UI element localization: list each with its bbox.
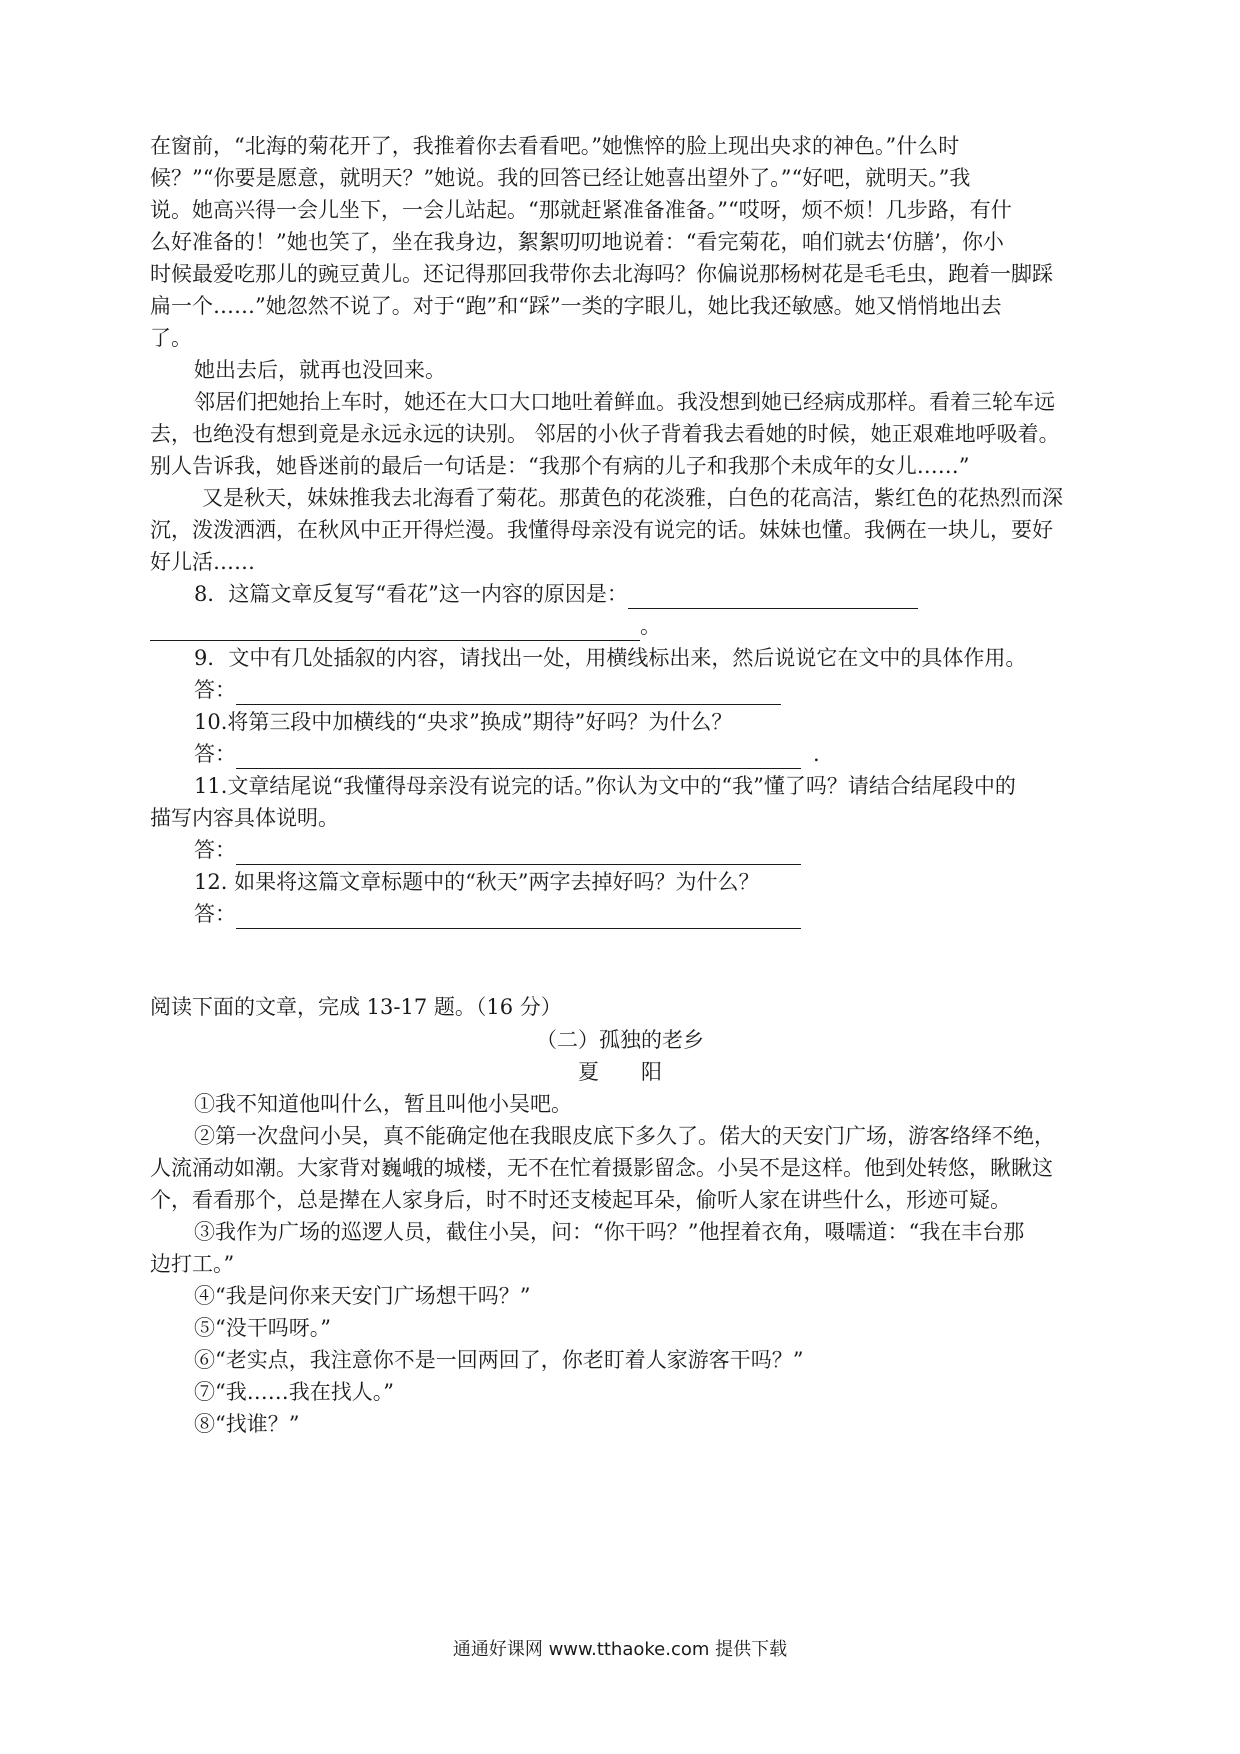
answer-line [194,675,1100,705]
question-8-continuation [150,611,1100,641]
answer-label: 答： [194,678,236,702]
article-paragraph: ⑥“老实点，我注意你不是一回两回了，你老盯着人家游客干吗？” [194,1348,804,1372]
section-intro: 阅读下面的文章，完成 13-17 题。（16 分） [150,995,562,1019]
answer-blank[interactable] [236,682,781,705]
page-footer: 通通好课网 www.tthaoke.com 提供下载 [452,1639,788,1660]
article-paragraph: ①我不知道他叫什么，暂且叫他小吴吧。 [194,1092,572,1116]
passage-line: 候？”“你要是愿意，就明天？”她说。我的回答已经让她喜出望外了。”“好吧，就明天。”我 [150,166,971,190]
answer-blank[interactable] [236,842,801,865]
passage-line: 了。 [150,326,192,350]
article-line: 个，看看那个，总是撵在人家身后，时不时还支棱起耳朵，偷听人家在讲些什么，形迹可疑。 [150,1188,1011,1212]
question-11-continuation: 描写内容具体说明。 [150,806,339,830]
question-11: 11.文章结尾说“我懂得母亲没有说完的话。”你认为文中的“我”懂了吗？请结合结尾段中的 [194,774,1016,798]
passage-line: 别人告诉我，她昏迷前的最后一句话是：“我那个有病的儿子和我那个未成年的女儿……” [150,454,970,478]
question-8 [194,579,1100,609]
question-text: 8．这篇文章反复写“看花”这一内容的原因是： [194,582,628,606]
answer-line [194,899,1100,929]
answer-blank[interactable] [236,906,801,929]
answer-line [194,739,1100,769]
article-paragraph: ⑧“找谁？” [194,1412,300,1436]
passage-line: 好儿活…… [150,550,255,574]
passage-line: 时候最爱吃那儿的豌豆黄儿。还记得那回我带你去北海吗？你偏说那杨树花是毛毛虫，跑着一脚踩 [150,262,1053,286]
answer-blank[interactable] [150,618,640,641]
passage-line: 在窗前，“北海的菊花开了，我推着你去看看吧。”她憔悴的脸上现出央求的神色。”什么时 [150,134,960,158]
passage-line: 扁一个……”她忽然不说了。对于“跑”和“踩”一类的字眼儿，她比我还敏感。她又悄悄地出去 [150,294,1002,318]
article-line: 人流涌动如潮。大家背对巍峨的城楼，无不在忙着摄影留念。小吴不是这样。他到处转悠，瞅瞅这 [150,1156,1053,1180]
article-author: 夏 阳 [578,1060,662,1084]
article-line: 边打工。” [150,1252,235,1276]
answer-label: 答： [194,902,236,926]
period-mark: 。 [640,614,661,638]
article-paragraph: ③我作为广场的巡逻人员，截住小吴，问：“你干吗？”他捏着衣角，嗫嚅道：“我在丰台那 [194,1220,1025,1244]
article-paragraph: ⑦“我……我在找人。” [194,1380,394,1404]
answer-blank[interactable] [628,586,918,609]
passage-line: 说。她高兴得一会儿坐下，一会儿站起。“那就赶紧准备准备。”“哎呀，烦不烦！几步路，有什 [150,198,1012,222]
passage-line: 么好准备的！”她也笑了，坐在我身边，絮絮叨叨地说着：“看完菊花，咱们就去‘仿膳’，你小 [150,230,1004,254]
question-9: 9．文中有几处插叙的内容，请找出一处，用横线标出来，然后说说它在文中的具体作用。 [194,646,1027,670]
passage-line: 去，也绝没有想到竟是永远永远的诀别。 邻居的小伙子背着我去看她的时候，她正艰难地呼吸着。 [150,422,1060,446]
passage-line: 邻居们把她抬上车时，她还在大口大口地吐着鲜血。我没想到她已经病成那样。看着三轮车远 [194,390,1055,414]
period-mark: . [813,742,820,766]
answer-line [194,835,1100,865]
answer-label: 答： [194,838,236,862]
answer-label: 答： [194,742,236,766]
article-paragraph: ④“我是问你来天安门广场想干吗？” [194,1284,531,1308]
passage-line: 沉，泼泼洒洒，在秋风中正开得烂漫。我懂得母亲没有说完的话。妹妹也懂。我俩在一块儿，要好 [150,518,1053,542]
article-title: （二）孤独的老乡 [536,1028,704,1052]
question-12: 12. 如果将这篇文章标题中的“秋天”两字去掉好吗？为什么？ [194,870,760,894]
passage-line: 又是秋天，妹妹推我去北海看了菊花。那黄色的花淡雅，白色的花高洁，紫红色的花热烈而深 [202,486,1063,510]
question-10: 10.将第三段中加横线的“央求”换成”期待”好吗？为什么？ [194,710,733,734]
article-paragraph: ②第一次盘问小吴，真不能确定他在我眼皮底下多久了。偌大的天安门广场，游客络绎不绝， [194,1124,1055,1148]
article-paragraph: ⑤“没干吗呀。” [194,1316,331,1340]
answer-blank[interactable] [236,746,801,769]
passage-paragraph: 她出去后，就再也没回来。 [194,358,446,382]
